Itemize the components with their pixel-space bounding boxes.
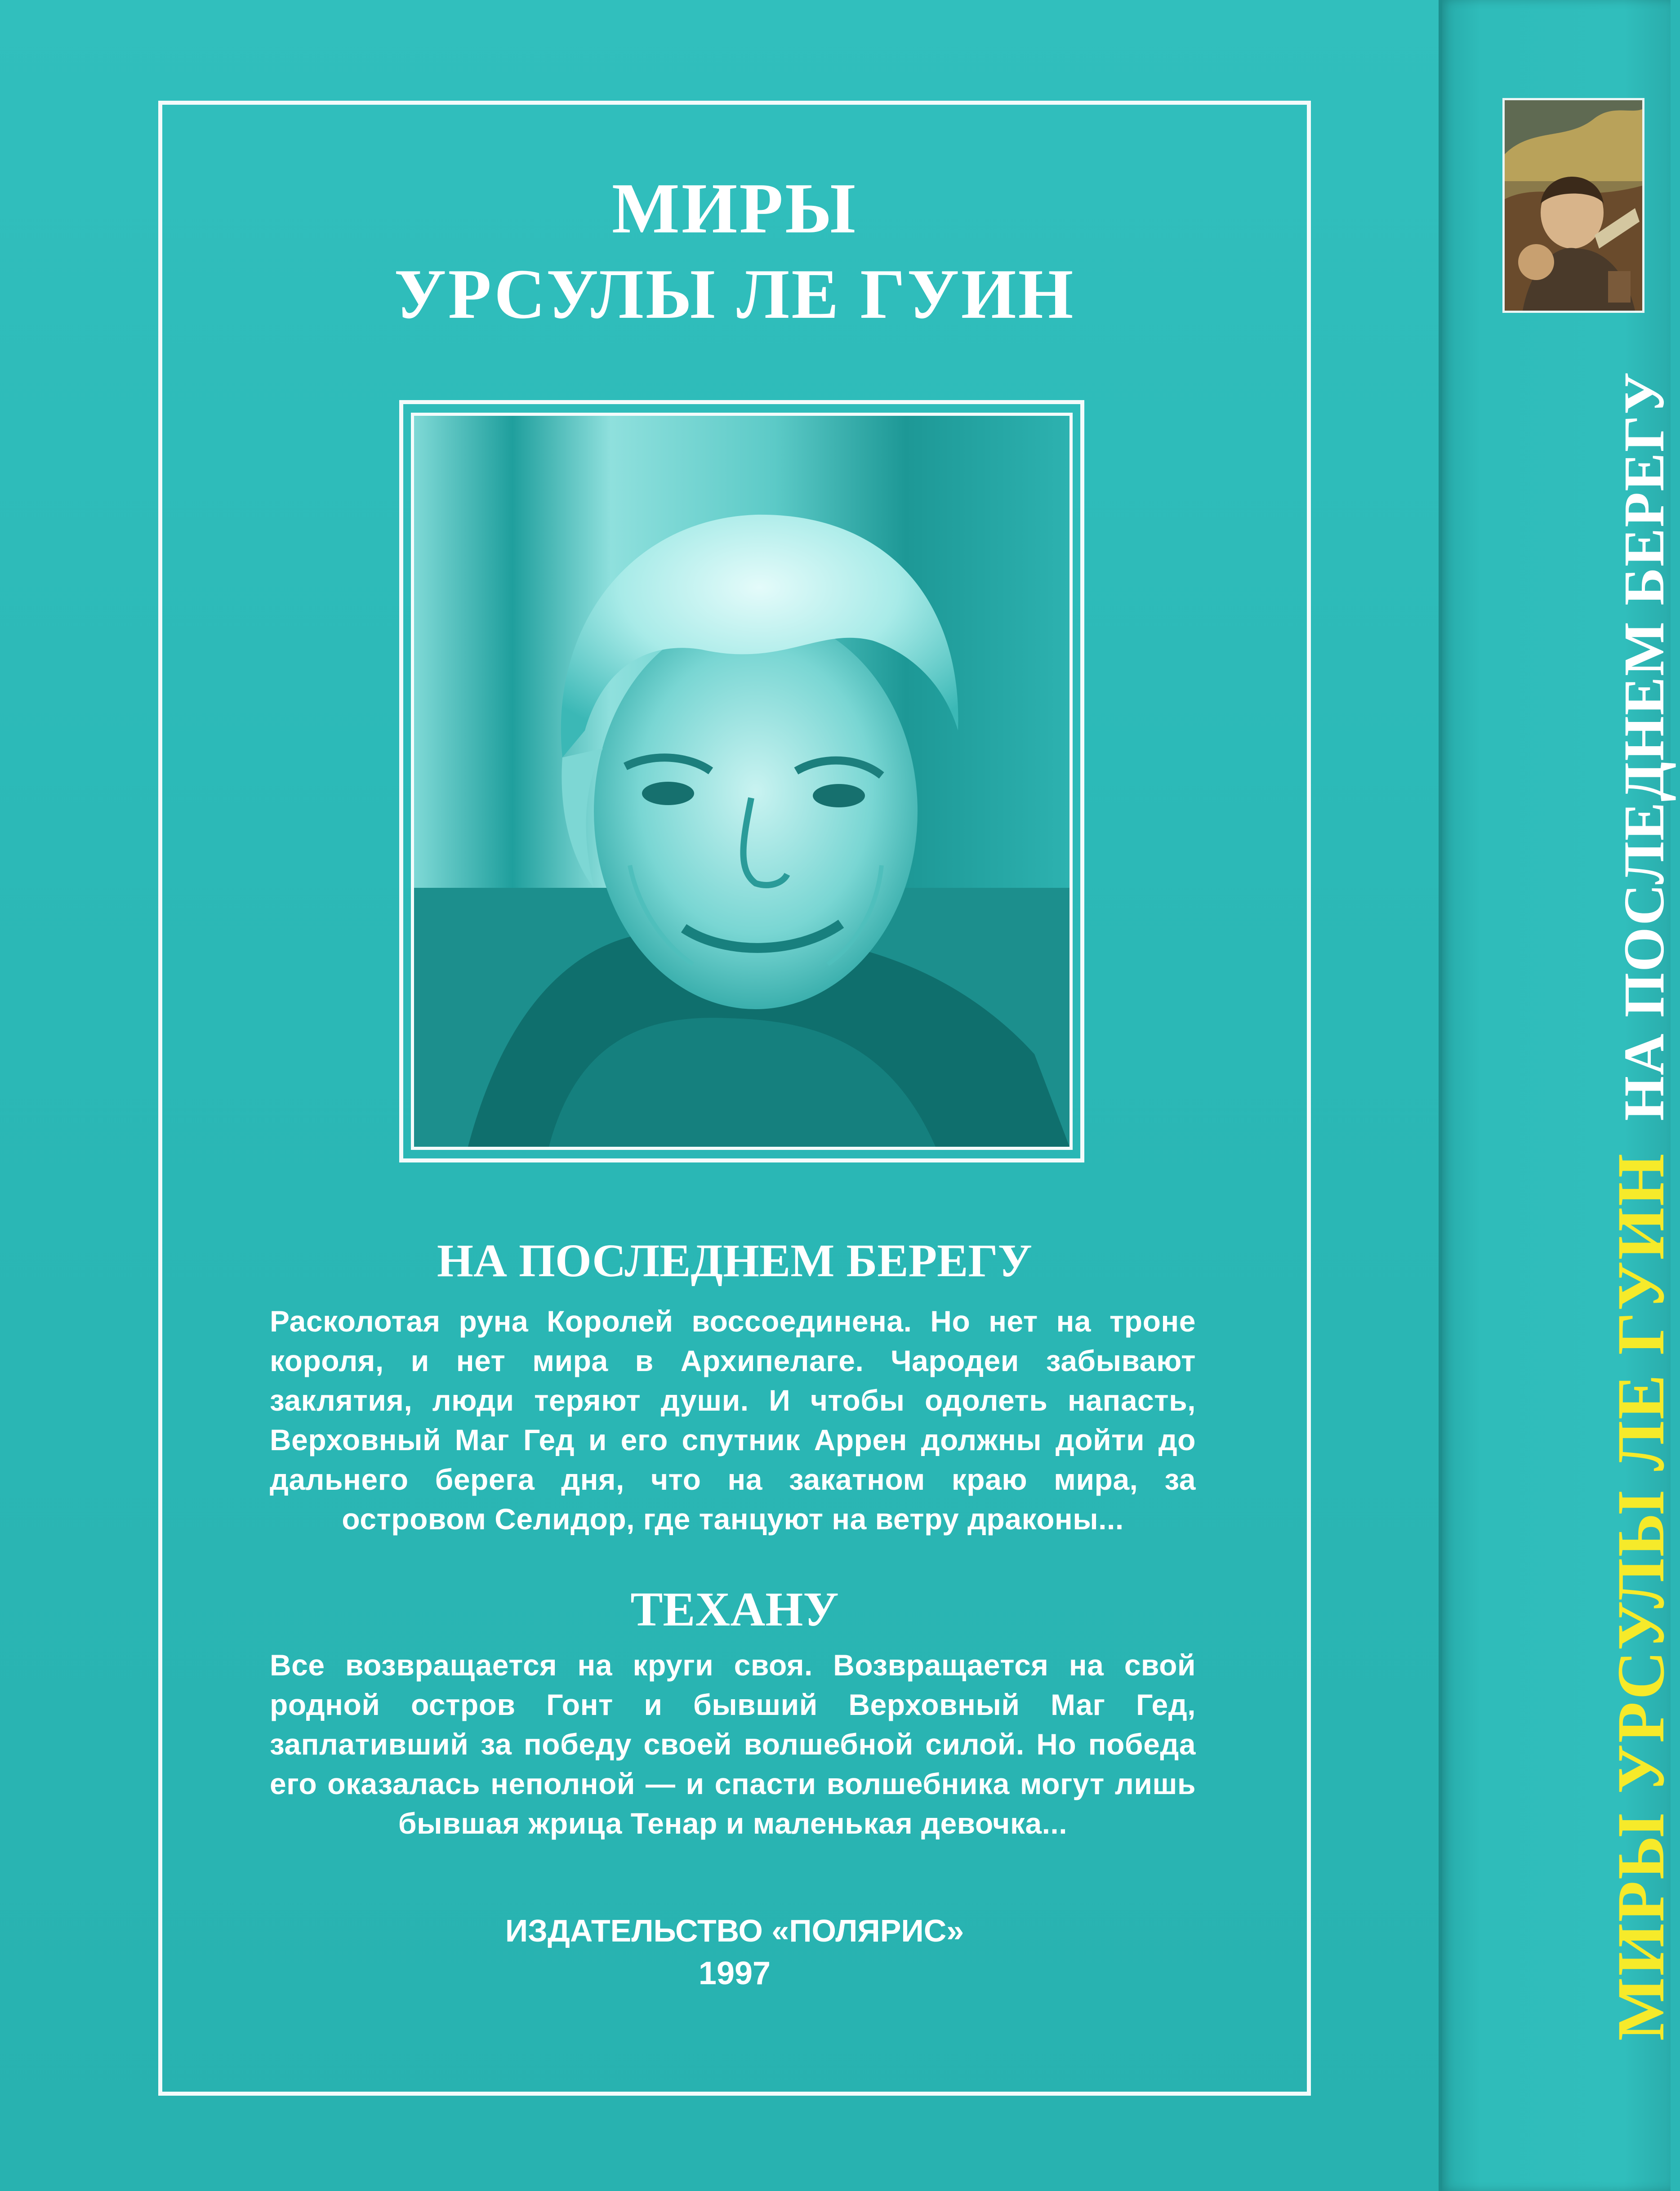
publication-year: 1997 <box>698 1955 771 1991</box>
author-photo <box>411 413 1073 1150</box>
book1-description: Расколотая руна Королей воссоединена. Но нет на троне короля, и нет мира в Архипелаге. Чародеи забывают заклятия, люди теряют души. И чтобы одолеть напасть, Верховный Маг Гед и его спутник Аррен должны дойти до дальнего берега дня, что на закатном краю мира, за островом Селидор, где танцуют на ветру драконы... <box>270 1305 1196 1536</box>
spine-series-title: МИРЫ УРСУЛЫ ЛЕ ГУИН <box>1604 1152 1678 2041</box>
book1-title: НА ПОСЛЕДНЕМ БЕРЕГУ <box>437 1235 1032 1287</box>
series-title-line2: УРСУЛЫ ЛЕ ГУИН <box>394 255 1075 334</box>
book2-description: Все возвращается на круги своя. Возвращается на свой родной остров Гонт и бывший Верховный Маг Гед, заплативший за победу своей волшебной силой. Но победа его оказалась неполной — и спасти волшебника могут лишь бывшая жрица Тенар и маленькая девочка... <box>270 1648 1196 1840</box>
spine-artwork-image <box>1505 100 1642 311</box>
publisher-name: ИЗДАТЕЛЬСТВО «ПОЛЯРИС» <box>505 1913 964 1948</box>
series-title-line1: МИРЫ <box>611 168 858 248</box>
spine-illustration <box>1502 98 1644 313</box>
spine-groove <box>1439 0 1442 2191</box>
spine-title <box>1605 371 1680 2041</box>
spine-book-title: НА ПОСЛЕДНЕМ БЕРЕГУ <box>1612 371 1676 1121</box>
book2-title: ТЕХАНУ <box>630 1583 839 1636</box>
author-portrait-image <box>414 416 1069 1147</box>
